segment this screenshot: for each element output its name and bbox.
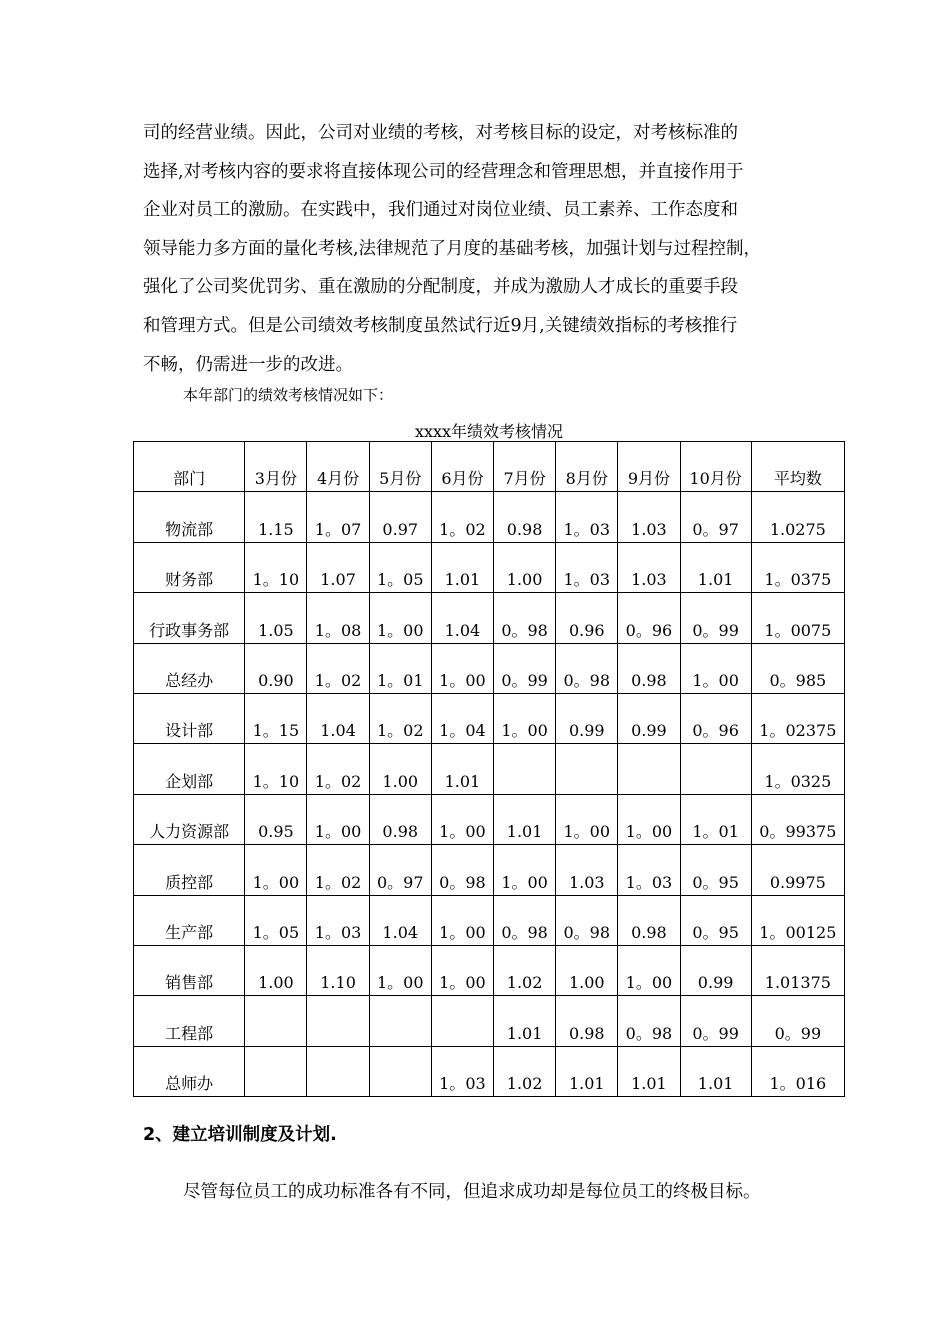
department-cell: 质控部	[134, 845, 245, 895]
paragraph-line: 司的经营业绩。因此，公司对业绩的考核，对考核目标的设定，对考核标准的	[143, 123, 738, 143]
score-cell: 0.98	[618, 895, 680, 945]
score-cell: 1。04	[431, 693, 493, 743]
score-cell: 1。03	[556, 542, 618, 592]
score-cell: 0。98	[494, 895, 556, 945]
paragraph-line: 和管理方式。但是公司绩效考核制度虽然试行近9月,关键绩效指标的考核推行	[143, 315, 738, 336]
score-cell: 1.01	[494, 996, 556, 1046]
score-cell: 0.95	[245, 794, 307, 844]
score-cell: 1。02	[307, 744, 369, 794]
score-cell: 0。98	[618, 996, 680, 1046]
table-row	[134, 996, 845, 1046]
table-row	[134, 794, 845, 844]
score-cell: 0。99	[494, 643, 556, 693]
department-cell: 企划部	[134, 744, 245, 794]
score-cell: 1.01375	[751, 945, 844, 995]
paragraph-line: 企业对员工的激励。在实践中，我们通过对岗位业绩、员工素养、工作态度和	[143, 200, 738, 221]
score-cell	[369, 996, 431, 1046]
score-cell: 0。95	[680, 845, 751, 895]
table-row	[134, 492, 845, 542]
column-header: 7月份	[494, 442, 556, 492]
column-header: 5月份	[369, 442, 431, 492]
column-header: 10月份	[680, 442, 751, 492]
score-cell: 1。0375	[751, 542, 844, 592]
department-cell: 行政事务部	[134, 593, 245, 643]
score-cell: 0.99	[680, 945, 751, 995]
table-row	[134, 744, 845, 794]
score-cell	[245, 1046, 307, 1096]
score-cell: 0。985	[751, 643, 844, 693]
closing-paragraph: 尽管每位员工的成功标准各有不同，但追求成功却是每位员工的终极目标。	[183, 1182, 761, 1202]
department-cell: 总师办	[134, 1046, 245, 1096]
score-cell: 1。00	[494, 845, 556, 895]
department-cell: 财务部	[134, 542, 245, 592]
column-header: 部门	[134, 442, 245, 492]
score-cell: 1。00	[494, 693, 556, 743]
score-cell: 1.01	[494, 794, 556, 844]
score-cell: 0.98	[618, 643, 680, 693]
score-cell: 1。00	[245, 845, 307, 895]
score-cell: 1。02	[431, 492, 493, 542]
score-cell: 1。02	[369, 693, 431, 743]
score-cell: 1.00	[494, 542, 556, 592]
score-cell: 0。99	[751, 996, 844, 1046]
score-cell	[307, 1046, 369, 1096]
score-cell: 1。00	[431, 794, 493, 844]
score-cell: 1。03	[618, 845, 680, 895]
score-cell: 1。10	[245, 542, 307, 592]
score-cell: 1.0275	[751, 492, 844, 542]
department-cell: 物流部	[134, 492, 245, 542]
score-cell: 0.98	[556, 996, 618, 1046]
score-cell: 0.96	[556, 593, 618, 643]
score-cell: 0.98	[494, 492, 556, 542]
score-cell: 1。00	[618, 945, 680, 995]
column-header: 4月份	[307, 442, 369, 492]
column-header: 3月份	[245, 442, 307, 492]
score-cell: 0.99	[618, 693, 680, 743]
score-cell: 1。00	[431, 895, 493, 945]
score-cell: 1。00	[680, 643, 751, 693]
score-cell	[494, 744, 556, 794]
score-cell: 1。03	[556, 492, 618, 542]
score-cell: 1。00	[431, 643, 493, 693]
score-cell: 1.02	[494, 945, 556, 995]
score-cell: 1。02375	[751, 693, 844, 743]
score-cell	[431, 996, 493, 1046]
score-cell: 0。97	[680, 492, 751, 542]
score-cell: 1。00	[369, 593, 431, 643]
score-cell: 1.01	[618, 1046, 680, 1096]
table-row	[134, 593, 845, 643]
score-cell: 1.05	[245, 593, 307, 643]
score-cell: 1。03	[307, 895, 369, 945]
score-cell: 1。00125	[751, 895, 844, 945]
score-cell: 1.03	[618, 492, 680, 542]
table-row	[134, 895, 845, 945]
score-cell: 1。00	[618, 794, 680, 844]
section-heading: 2、建立培训制度及计划.	[143, 1125, 337, 1145]
table-row	[134, 1046, 845, 1096]
score-cell: 1.01	[431, 542, 493, 592]
department-cell: 生产部	[134, 895, 245, 945]
department-cell: 总经办	[134, 643, 245, 693]
department-cell: 工程部	[134, 996, 245, 1046]
department-cell: 销售部	[134, 945, 245, 995]
score-cell: 1。03	[431, 1046, 493, 1096]
score-cell: 1.03	[618, 542, 680, 592]
score-cell: 1。02	[307, 845, 369, 895]
score-cell: 0。99	[680, 996, 751, 1046]
score-cell: 0。95	[680, 895, 751, 945]
body-paragraph	[143, 114, 843, 384]
score-cell: 0。98	[494, 593, 556, 643]
table-row	[134, 643, 845, 693]
score-cell: 1。07	[307, 492, 369, 542]
score-cell: 1。00	[556, 794, 618, 844]
paragraph-line: 强化了公司奖优罚劣、重在激励的分配制度，并成为激励人才成长的重要手段	[143, 277, 738, 298]
table-row	[134, 845, 845, 895]
score-cell: 0。98	[556, 895, 618, 945]
department-cell: 人力资源部	[134, 794, 245, 844]
score-cell: 1。00	[369, 945, 431, 995]
score-cell	[618, 744, 680, 794]
score-cell: 0。99375	[751, 794, 844, 844]
score-cell: 1。00	[307, 794, 369, 844]
score-cell: 0。98	[556, 643, 618, 693]
table-title: xxxx年绩效考核情况	[414, 422, 564, 441]
paragraph-line: 不畅，仍需进一步的改进。	[143, 354, 353, 375]
score-cell: 1。0325	[751, 744, 844, 794]
score-cell	[680, 744, 751, 794]
score-cell: 1.07	[307, 542, 369, 592]
score-cell: 0.90	[245, 643, 307, 693]
score-cell: 1.01	[680, 1046, 751, 1096]
score-cell: 0.98	[369, 794, 431, 844]
score-cell: 0.99	[556, 693, 618, 743]
score-cell: 1。15	[245, 693, 307, 743]
score-cell: 1.00	[556, 945, 618, 995]
score-cell: 1。016	[751, 1046, 844, 1096]
score-cell: 1.01	[680, 542, 751, 592]
score-cell: 0。99	[680, 593, 751, 643]
score-cell: 1.15	[245, 492, 307, 542]
score-cell: 0.9975	[751, 845, 844, 895]
score-cell: 1.00	[245, 945, 307, 995]
score-cell: 1。02	[307, 643, 369, 693]
table-row	[134, 945, 845, 995]
column-header: 6月份	[431, 442, 493, 492]
column-header: 平均数	[751, 442, 844, 492]
score-cell: 1。05	[369, 542, 431, 592]
score-cell: 1。08	[307, 593, 369, 643]
table-row	[134, 542, 845, 592]
score-cell: 1。0075	[751, 593, 844, 643]
column-header: 9月份	[618, 442, 680, 492]
score-cell: 1。01	[680, 794, 751, 844]
score-cell: 1.01	[431, 744, 493, 794]
score-cell: 1。05	[245, 895, 307, 945]
paragraph-line: 领导能力多方面的量化考核,法律规范了月度的基础考核，加强计划与过程控制，	[143, 238, 762, 259]
score-cell: 1。00	[431, 945, 493, 995]
score-cell: 1。10	[245, 744, 307, 794]
score-cell: 0。98	[431, 845, 493, 895]
score-cell: 1。01	[369, 643, 431, 693]
score-cell: 1.04	[307, 693, 369, 743]
score-cell	[369, 1046, 431, 1096]
score-cell: 1.00	[369, 744, 431, 794]
score-cell: 1.10	[307, 945, 369, 995]
score-cell: 0。97	[369, 845, 431, 895]
score-cell: 1.02	[494, 1046, 556, 1096]
score-cell: 0.97	[369, 492, 431, 542]
column-header: 8月份	[556, 442, 618, 492]
score-cell	[556, 744, 618, 794]
table-header-row	[134, 442, 845, 492]
score-cell	[245, 996, 307, 1046]
score-cell: 1.03	[556, 845, 618, 895]
score-cell: 0。96	[680, 693, 751, 743]
score-cell: 1.01	[556, 1046, 618, 1096]
paragraph-line: 选择,对考核内容的要求将直接体现公司的经营理念和管理思想，并直接作用于	[143, 161, 744, 182]
score-cell	[307, 996, 369, 1046]
department-cell: 设计部	[134, 693, 245, 743]
table-intro: 本年部门的绩效考核情况如下：	[183, 386, 394, 404]
score-cell: 1.04	[431, 593, 493, 643]
score-cell: 1.04	[369, 895, 431, 945]
performance-table	[133, 441, 845, 1097]
score-cell: 0。96	[618, 593, 680, 643]
table-row	[134, 693, 845, 743]
